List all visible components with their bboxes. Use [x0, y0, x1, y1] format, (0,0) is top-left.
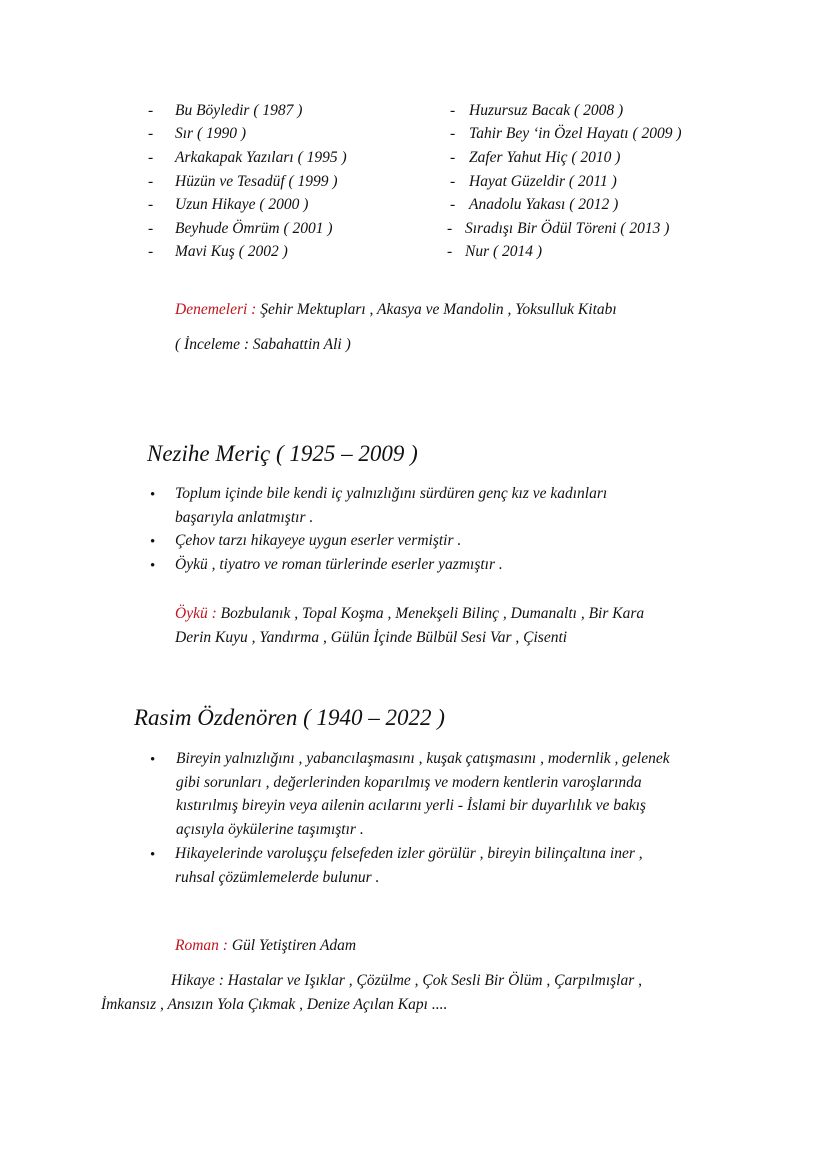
text-line	[175, 602, 644, 626]
work-item: Anadolu Yakası ( 2012 )	[469, 196, 619, 213]
text-line: Çehov tarzı hikayeye uygun eserler vermiştir .	[175, 532, 462, 549]
work-item: Nur ( 2014 )	[465, 243, 543, 260]
bullet: •	[150, 487, 156, 503]
rasim-novel-line	[175, 934, 356, 957]
novel-label: Roman :	[175, 937, 228, 954]
list-dash: -	[450, 125, 456, 142]
work-item: Mavi Kuş ( 2002 )	[175, 243, 288, 260]
list-dash: -	[148, 149, 154, 166]
nezihe-bullet-2	[175, 529, 461, 553]
work-item: Hüzün ve Tesadüf ( 1999 )	[175, 173, 338, 190]
text-line: gibi sorunları , değerlerinden koparılmış ve modern kentlerin varoşlarında	[176, 773, 642, 791]
rasim-bullet-2	[175, 842, 643, 889]
work-item: Hayat Güzeldir ( 2011 )	[469, 173, 617, 190]
work-item: Sıradışı Bir Ödül Töreni ( 2013 )	[465, 220, 670, 237]
work-item: Beyhude Ömrüm ( 2001 )	[175, 220, 333, 237]
list-dash: -	[450, 102, 456, 119]
list-dash: -	[450, 149, 456, 166]
text-line: açısıyla öykülerine taşımıştır .	[176, 820, 364, 838]
bullet: •	[150, 847, 156, 863]
rasim-bullet-1	[176, 747, 670, 841]
text-line: başarıyla anlatmıştır .	[175, 508, 314, 526]
novel-text: Gül Yetiştiren Adam	[227, 937, 357, 954]
work-item: Sır ( 1990 )	[175, 125, 247, 142]
stories-label: Öykü :	[175, 605, 217, 622]
work-item: Uzun Hikaye ( 2000 )	[175, 196, 309, 213]
section-title-nezihe: Nezihe Meriç ( 1925 – 2009 )	[147, 441, 418, 466]
text-line: Hikayelerinde varoluşçu felsefeden izler görülür , bireyin bilinçaltına iner ,	[175, 845, 643, 862]
list-dash: -	[148, 243, 154, 260]
list-dash: -	[447, 243, 453, 260]
list-dash: -	[450, 173, 456, 190]
work-item: Arkakapak Yazıları ( 1995 )	[175, 149, 347, 166]
list-dash: -	[148, 196, 154, 213]
bullet: •	[150, 752, 156, 768]
list-dash: -	[450, 196, 456, 213]
list-dash: -	[148, 102, 154, 119]
work-item: Huzursuz Bacak ( 2008 )	[469, 102, 624, 119]
list-dash: -	[148, 220, 154, 237]
text-line: Öykü , tiyatro ve roman türlerinde eserler yazmıştır .	[175, 556, 503, 573]
essays-label: Denemeleri :	[175, 301, 257, 318]
text-line: Derin Kuyu , Yandırma , Gülün İçinde Bülbül Sesi Var , Çisenti	[175, 628, 568, 646]
text-line: Toplum içinde bile kendi iç yalnızlığını sürdüren genç kız ve kadınları	[175, 485, 608, 502]
work-item: Zafer Yahut Hiç ( 2010 )	[469, 149, 621, 166]
work-item: Bu Böyledir ( 1987 )	[175, 102, 303, 119]
essays-study-line: ( İnceleme : Sabahattin Ali )	[175, 336, 351, 353]
bullet: •	[150, 558, 156, 574]
list-dash: -	[447, 220, 453, 237]
bullet: •	[150, 534, 156, 550]
list-dash: -	[148, 125, 154, 142]
text-line: Bireyin yalnızlığını , yabancılaşmasını , kuşak çatışmasını , modernlik , gelenek	[176, 750, 670, 767]
nezihe-bullet-1	[175, 482, 607, 529]
rasim-stories-line-2: İmkansız , Ansızın Yola Çıkmak , Denize Açılan Kapı ....	[101, 996, 448, 1013]
essays-line	[175, 298, 617, 321]
nezihe-bullet-3	[175, 553, 503, 577]
stories-text: Bozbulanık , Topal Koşma , Menekşeli Bilinç , Dumanaltı , Bir Kara	[216, 605, 645, 622]
text-line: kıstırılmış bireyin veya ailenin acılarını yerli - İslami bir duyarlılık ve bakış	[176, 797, 646, 814]
list-dash: -	[148, 173, 154, 190]
rasim-stories-line-1: Hikaye : Hastalar ve Işıklar , Çözülme , Çok Sesli Bir Ölüm , Çarpılmışlar ,	[171, 972, 642, 989]
essays-text: Şehir Mektupları , Akasya ve Mandolin , Yoksulluk Kitabı	[256, 301, 617, 318]
section-title-rasim: Rasim Özdenören ( 1940 – 2022 )	[134, 705, 445, 730]
work-item: Tahir Bey ‘in Özel Hayatı ( 2009 )	[469, 125, 682, 142]
nezihe-stories	[175, 602, 644, 649]
text-line: ruhsal çözümlemelerde bulunur .	[175, 868, 380, 886]
